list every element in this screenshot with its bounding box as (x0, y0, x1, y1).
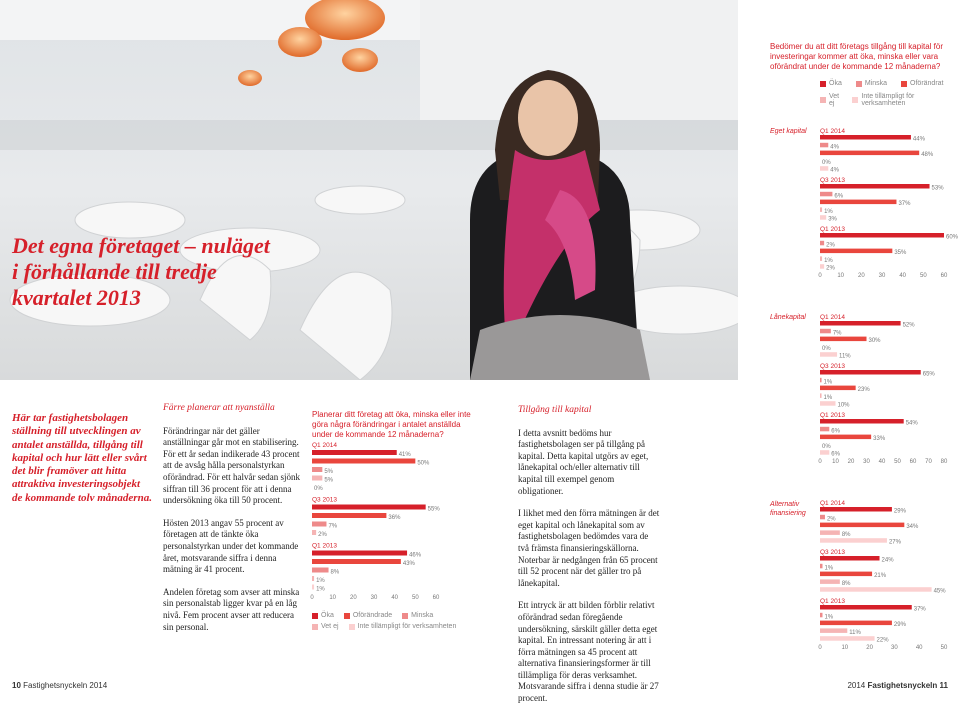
group-label: Q1 2014 (820, 314, 845, 321)
bar-label: 1% (824, 258, 833, 264)
bar-label: 7% (328, 524, 337, 530)
bar (820, 151, 919, 156)
bar-label: 0% (822, 346, 831, 352)
bar (820, 264, 824, 269)
tick-label: 70 (925, 459, 932, 465)
footer-right (847, 681, 948, 690)
bar-label: 2% (318, 532, 327, 538)
bar-label: 1% (824, 565, 833, 571)
eget-kapital-chart (816, 126, 960, 288)
bar (820, 135, 911, 140)
bar (820, 435, 871, 440)
bar (820, 564, 822, 569)
bar-label: 0% (822, 160, 831, 166)
bar-label: 50% (417, 461, 430, 467)
bar (820, 256, 822, 261)
bar (820, 378, 822, 383)
bar-label: 24% (882, 558, 895, 564)
lanekapital-label: Lånekapital (770, 314, 806, 321)
alternativ-chart (816, 498, 960, 666)
bar-label: 30% (869, 338, 882, 344)
group-label: Q3 2013 (820, 549, 845, 556)
employees-paragraph-1: Förändringar när det gäller anställningar går mot en stabilisering. För ett år sedan indikerade 43 procent att de avsåg hålla personalstyrkan oförändrad. För ett halvår sedan sjönk siffran till 36 procent för att i denna undersökning öka till 50 procent. (163, 426, 303, 507)
bar (820, 329, 831, 334)
bar (820, 572, 872, 577)
lanekapital-chart (816, 312, 960, 480)
bar (820, 419, 904, 424)
bar-label: 65% (923, 372, 936, 378)
bar (312, 467, 322, 472)
bar (312, 450, 397, 455)
bar-label: 35% (894, 250, 907, 256)
tick-label: 10 (832, 459, 839, 465)
employees-question: Planerar ditt företag att öka, minska eller inte göra några förändringar i antalet anställda under de kommande 12 månaderna? (312, 410, 472, 440)
legend-item-vet-ej: Vet ej (820, 93, 846, 107)
photo-illustration (0, 0, 738, 380)
tick-label: 20 (858, 273, 865, 279)
capital-heading: Tillgång till kapital (518, 405, 660, 417)
bar-label: 29% (894, 509, 907, 515)
bar-label: 37% (898, 201, 911, 207)
legend-item-oforandrat: Oförändrat (901, 80, 943, 87)
footer-right-name: Fastighetsnyckeln (867, 681, 937, 690)
bar-label: 2% (827, 516, 836, 522)
bar-label: 4% (830, 168, 839, 174)
bar (820, 613, 822, 618)
legend-mid (312, 612, 472, 630)
legend-mid-ej-tillampligt: Inte tillämpligt för verksamheten (349, 623, 457, 630)
bar-label: 21% (874, 573, 887, 579)
bar-label: 10% (838, 403, 851, 409)
bar (820, 192, 832, 197)
bar (820, 523, 904, 528)
bar-label: 11% (849, 630, 861, 636)
footer-left (12, 681, 107, 690)
capital-paragraph-1: I detta avsnitt bedöms hur fastighetsbolagen ser på tillgång på kapital. Detta kapital utgörs av eget, lånekapital och/eller alternativ till kapital till exempel genom obligationer. (518, 428, 660, 498)
bar (820, 556, 880, 561)
tick-label: 50 (920, 273, 927, 279)
bar-label: 44% (913, 137, 926, 143)
tick-label: 80 (941, 459, 948, 465)
bar-label: 34% (906, 524, 919, 530)
bar-label: 5% (324, 469, 333, 475)
bar-label: 1% (824, 395, 833, 401)
tick-label: 40 (916, 645, 923, 651)
legend-mid-vet-ej: Vet ej (312, 623, 339, 630)
bar-label: 46% (409, 553, 422, 559)
bar (820, 143, 828, 148)
legend-item-oka: Öka (820, 80, 842, 87)
group-label: Q1 2013 (312, 543, 337, 550)
bar (820, 605, 912, 610)
group-label: Q3 2013 (820, 363, 845, 370)
tick-label: 30 (371, 595, 378, 601)
group-label: Q1 2013 (820, 598, 845, 605)
bar-label: 45% (934, 589, 947, 595)
bar-label: 3% (828, 217, 837, 223)
bar-label: 1% (824, 379, 833, 385)
bar (312, 551, 407, 556)
bar-label: 53% (932, 186, 945, 192)
tick-label: 10 (841, 645, 848, 651)
intro-text: Här tar fastighetsbolagen ställning till utvecklingen av antalet anställda, tillgång till kapital och hur lätt eller svårt det blir framöver att hitta attraktiva investeringsobjekt de kommande tolv månaderna. (12, 412, 152, 505)
bar (820, 233, 944, 238)
tick-label: 60 (433, 595, 440, 601)
bar-label: 8% (842, 532, 851, 538)
bar-label: 29% (894, 622, 907, 628)
group-label: Q3 2013 (820, 177, 845, 184)
tick-label: 10 (329, 595, 336, 601)
bar-label: 48% (921, 152, 934, 158)
bar-label: 8% (331, 570, 340, 576)
bar (820, 241, 824, 246)
tick-label: 20 (866, 645, 873, 651)
bar-label: 23% (858, 387, 871, 393)
bar (820, 166, 828, 171)
bar (820, 427, 829, 432)
capital-section (518, 405, 660, 716)
bar-label: 33% (873, 436, 886, 442)
tick-label: 0 (818, 459, 822, 465)
bar (820, 200, 896, 205)
capital-paragraph-3: Ett intryck är att bilden förblir relativt oförändrad sedan föregående undersökning, särskilt gäller detta eget kapital. En intressant notering är att i förra mätningen sa 45 procent att alternativa finansieringsformer är till tillämpliga för deras verksamhet. Motsvarande siffra i denna studie är 27 procent. (518, 600, 660, 704)
group-label: Q1 2013 (820, 226, 845, 233)
bar (820, 450, 829, 455)
bar (820, 515, 825, 520)
bar-label: 60% (946, 235, 959, 241)
legend-right (820, 80, 960, 107)
bar-label: 0% (822, 444, 831, 450)
tick-label: 60 (941, 273, 948, 279)
bar-label: 43% (403, 561, 416, 567)
bar-label: 54% (906, 421, 919, 427)
bar-label: 6% (831, 452, 840, 458)
bar (312, 568, 329, 573)
bar-label: 6% (834, 193, 843, 199)
alternativ-label: Alternativ finansiering (770, 500, 810, 518)
tick-label: 50 (894, 459, 901, 465)
bar (820, 207, 822, 212)
bar (312, 559, 401, 564)
bar-label: 1% (824, 614, 833, 620)
tick-label: 40 (899, 273, 906, 279)
legend-mid-oka: Öka (312, 612, 334, 619)
bar (820, 628, 847, 633)
bar (820, 401, 836, 406)
legend-item-ej-tillampligt: Inte tillämpligt för verksamheten (852, 93, 960, 107)
bar (312, 459, 415, 464)
bar (820, 352, 837, 357)
tick-label: 20 (848, 459, 855, 465)
bar-label: 37% (914, 607, 927, 613)
bar (820, 386, 856, 391)
bar-label: 2% (826, 242, 835, 248)
bar-label: 5% (324, 478, 333, 484)
group-label: Q1 2014 (820, 128, 845, 135)
employees-paragraph-3: Andelen företag som avser att minska sin personalstab ligger kvar på en låg nivå. Fem procent avser att reducera sin personal. (163, 587, 303, 633)
bar (820, 215, 826, 220)
group-label: Q1 2014 (820, 500, 845, 507)
bar-label: 7% (833, 330, 842, 336)
legend-mid-minska: Minska (402, 612, 433, 619)
bar (820, 507, 892, 512)
bar (820, 337, 867, 342)
bar-label: 4% (830, 144, 839, 150)
bar (312, 513, 386, 518)
bar-label: 0% (314, 486, 323, 492)
bar-label: 27% (889, 540, 902, 546)
group-label: Q1 2014 (312, 442, 337, 449)
tick-label: 60 (910, 459, 917, 465)
bar-label: 1% (316, 578, 325, 584)
bar (820, 393, 822, 398)
bar (312, 530, 316, 535)
footer-left-page: 10 (12, 681, 21, 690)
bar-label: 22% (877, 638, 890, 644)
bar-label: 1% (824, 209, 833, 215)
employees-section (163, 403, 303, 644)
bar (312, 522, 326, 527)
tick-label: 0 (818, 273, 822, 279)
tick-label: 20 (350, 595, 357, 601)
group-label: Q1 2013 (820, 412, 845, 419)
tick-label: 40 (391, 595, 398, 601)
bar (820, 587, 932, 592)
tick-label: 50 (941, 645, 948, 651)
tick-label: 30 (879, 273, 886, 279)
employees-paragraph-2: Hösten 2013 angav 55 procent av företagen att de tänkte öka personalstyrkan under det kommande året, motsvarande siffra i denna mätning är 41 procent. (163, 518, 303, 576)
bar (820, 530, 840, 535)
capital-question: Bedömer du att ditt företags tillgång till kapital för investeringar kommer att öka, minska eller vara oförändrat under de kommande 12 månaderna? (770, 42, 960, 72)
footer-right-year: 2014 (847, 681, 865, 690)
tick-label: 40 (879, 459, 886, 465)
footer-left-name: Fastighetsnyckeln (23, 681, 87, 690)
bar (820, 370, 921, 375)
bar-label: 1% (316, 587, 325, 593)
bar-label: 11% (839, 354, 851, 360)
page-title: Det egna företaget – nuläget i förhållande till tredje kvartalet 2013 (12, 233, 312, 311)
legend-item-minska: Minska (856, 80, 887, 87)
bar-label: 8% (842, 581, 851, 587)
bar (820, 636, 875, 641)
bar (312, 476, 322, 481)
bar (820, 321, 901, 326)
employees-heading: Färre planerar att nyanställa (163, 403, 303, 415)
footer-right-page: 11 (940, 681, 948, 690)
bar (820, 249, 892, 254)
cover-photo (0, 0, 738, 380)
bar (820, 184, 930, 189)
tick-label: 10 (837, 273, 844, 279)
bar-label: 55% (428, 507, 441, 513)
bar (820, 579, 840, 584)
capital-paragraph-2: I likhet med den förra mätningen är det eget kapital och lånekapital som av fastighetsbolagen bedömdes vara de två främsta finansieringskällorna. Noterbar är nedgången från 65 procent till 52 procent när det gäller tro på lånekapital. (518, 508, 660, 589)
footer-left-year: 2014 (89, 681, 107, 690)
tick-label: 30 (891, 645, 898, 651)
tick-label: 0 (310, 595, 314, 601)
bar-label: 36% (388, 515, 401, 521)
eget-kapital-label: Eget kapital (770, 128, 807, 135)
bar (312, 585, 314, 590)
bar-label: 41% (399, 452, 412, 458)
bar-label: 6% (831, 428, 840, 434)
bar (312, 576, 314, 581)
legend-mid-oforandrade: Oförändrade (344, 612, 392, 619)
tick-label: 50 (412, 595, 419, 601)
tick-label: 30 (863, 459, 870, 465)
bar (820, 538, 887, 543)
employees-chart (308, 440, 468, 610)
group-label: Q3 2013 (312, 497, 337, 504)
bar (820, 621, 892, 626)
bar (312, 505, 426, 510)
bar-label: 2% (826, 266, 835, 272)
bar-label: 52% (903, 323, 916, 329)
tick-label: 0 (818, 645, 822, 651)
